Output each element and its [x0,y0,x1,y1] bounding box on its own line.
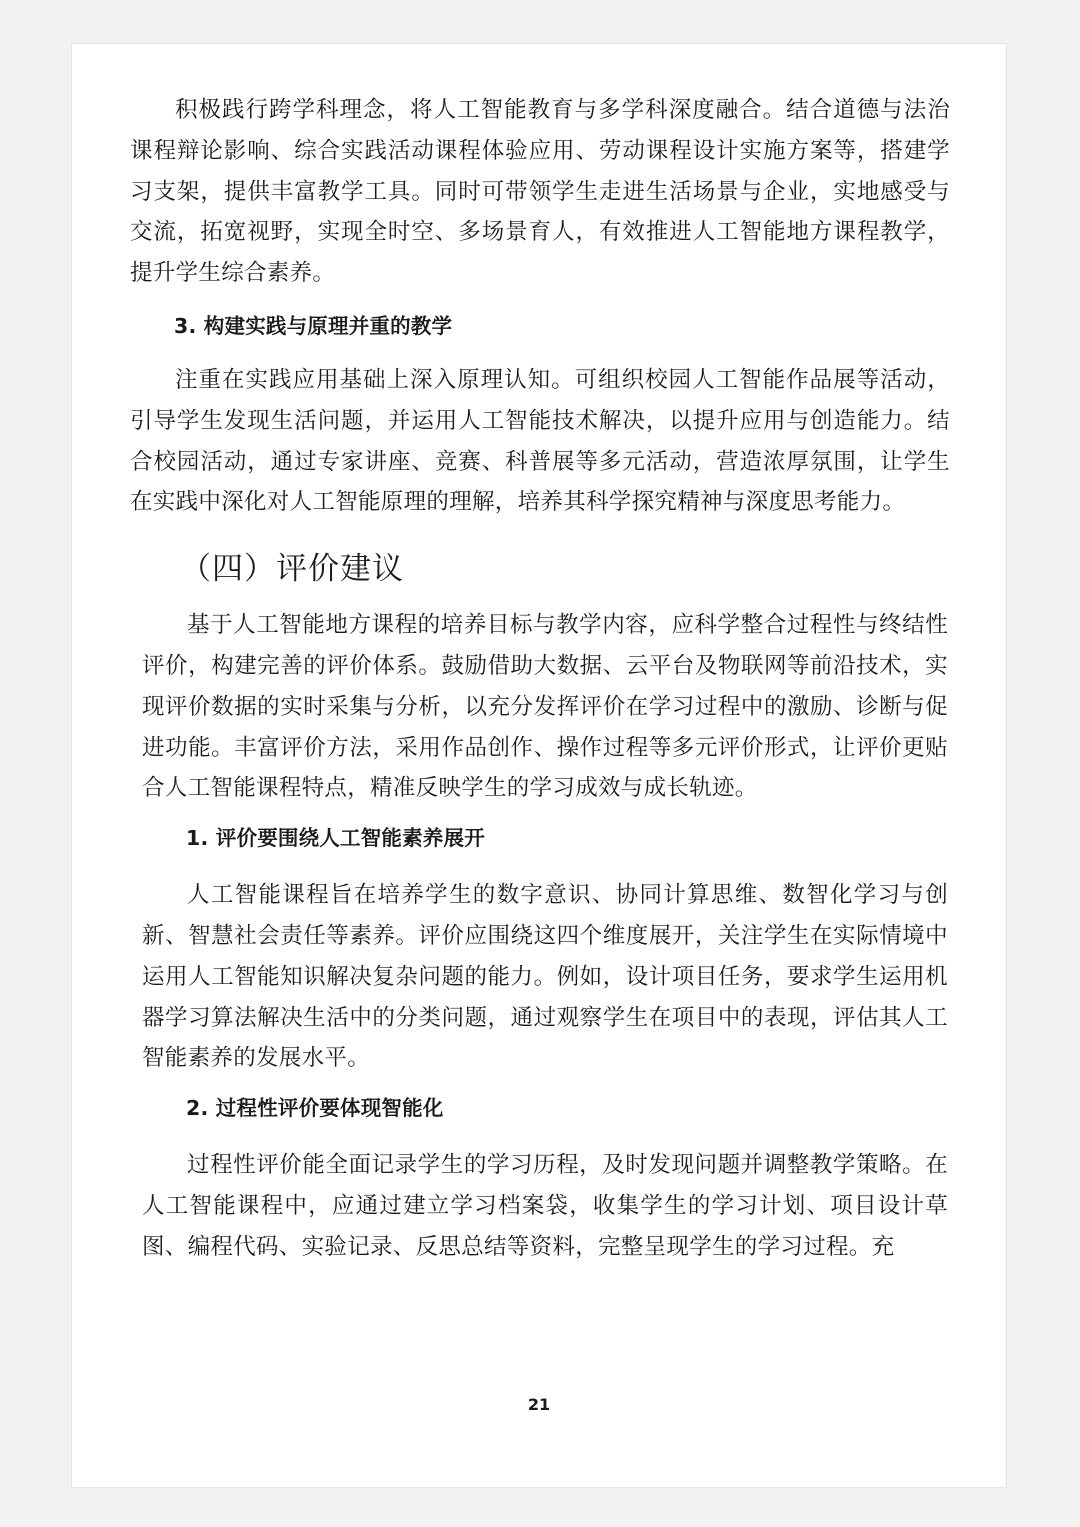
section-title-evaluation: （四）评价建议 [180,551,404,588]
paragraph-practice-theory: 注重在实践应用基础上深入原理认知。可组织校园人工智能作品展等活动，引导学生发现生活问题，并运用人工智能技术解决，以提升应用与创造能力。结合校园活动，通过专家讲座、竞赛、科普展等多元活动，营造浓厚氛围，让学生在实践中深化对人工智能原理的理解，培养其科学探究精神与深度思考能力。 [130,366,950,516]
paragraph-process-evaluation: 过程性评价能全面记录学生的学习历程，及时发现问题并调整教学策略。在人工智能课程中，应通过建立学习档案袋，收集学生的学习计划、项目设计草图、编程代码、实验记录、反思总结等资料，完整呈现学生的学习过程。充 [142,1152,948,1260]
paragraph-ai-literacy: 人工智能课程旨在培养学生的数字意识、协同计算思维、数智化学习与创新、智慧社会责任等素养。评价应围绕这四个维度展开，关注学生在实际情境中运用人工智能知识解决复杂问题的能力。例如，设计项目任务，要求学生运用机器学习算法解决生活中的分类问题，通过观察学生在项目中的表现，评估其人工智能素养的发展水平。 [142,882,948,1072]
page-content [130,90,950,1268]
heading-practice-theory: 3. 构建实践与原理并重的教学 [174,313,453,338]
document-page [72,44,1006,1487]
evaluation-block [130,605,948,1267]
heading-process-evaluation: 2. 过程性评价要体现智能化 [186,1096,444,1121]
heading-ai-literacy: 1. 评价要围绕人工智能素养展开 [186,826,485,851]
page-number: 21 [527,1395,551,1414]
paragraph-interdisciplinary: 积极践行跨学科理念，将人工智能教育与多学科深度融合。结合道德与法治课程辩论影响、综合实践活动课程体验应用、劳动课程设计实施方案等，搭建学习支架，提供丰富教学工具。同时可带领学生走进生活场景与企业，实地感受与交流，拓宽视野，实现全时空、多场景育人，有效推进人工智能地方课程教学，提升学生综合素养。 [130,97,950,287]
paragraph-evaluation-overview: 基于人工智能地方课程的培养目标与教学内容，应科学整合过程性与终结性评价，构建完善的评价体系。鼓励借助大数据、云平台及物联网等前沿技术，实现评价数据的实时采集与分析，以充分发挥评价在学习过程中的激励、诊断与促进功能。丰富评价方法，采用作品创作、操作过程等多元评价形式，让评价更贴合人工智能课程特点，精准反映学生的学习成效与成长轨迹。 [142,612,948,802]
